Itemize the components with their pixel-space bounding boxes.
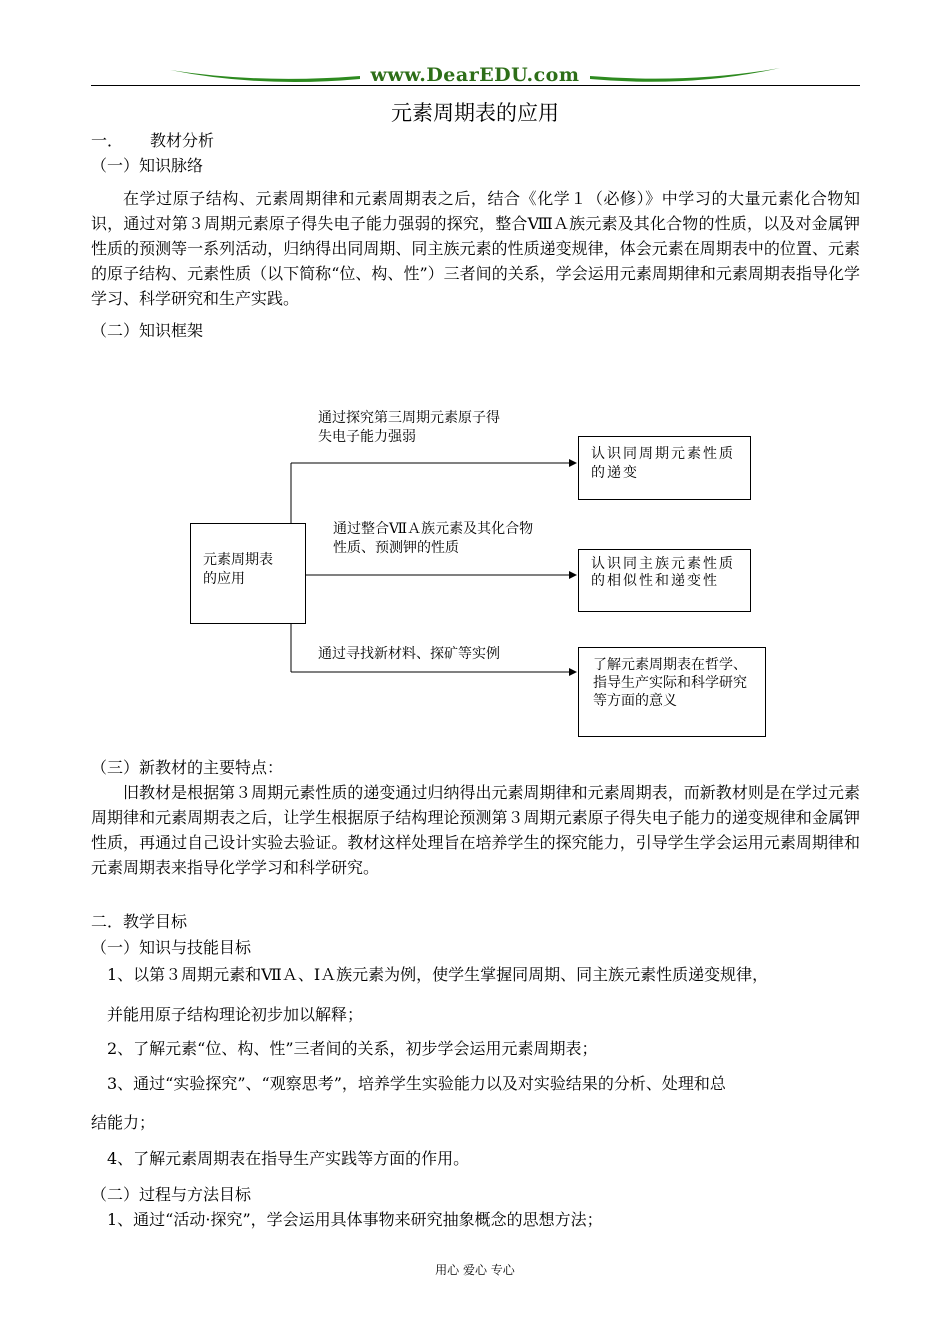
subsection-knowledge-framework: （二）知识框架 <box>91 321 204 340</box>
subsection-new-textbook-features: （三）新教材的主要特点： <box>91 758 284 777</box>
branch-2-target-label: 认识同主族元素性质的相似性和递变性 <box>591 556 735 589</box>
page-title: 元素周期表的应用 <box>391 101 559 125</box>
paragraph-knowledge-context: 在学过原子结构、元素周期律和元素周期表之后，结合《化学１（必修）》中学习的大量元素化合物知识，通过对第３周期元素原子得失电子能力强弱的探究，整合ⅧＡ族元素及其化合物的性质，以及对金属钾性质的预测等一系列活动，归纳得出同周期、同主族元素的性质递变规律，体会元素在周期表中的位置、元素的原子结构、元素性质（以下简称“位、构、性”）三者间的关系，学会运用元素周期律和元素周期表指导化学学习、科学研究和生产实践。 <box>91 189 860 308</box>
subsection-knowledge-skills: （一）知识与技能目标 <box>91 938 252 957</box>
branch-1-target-label: 认识同周期元素性质的递变 <box>591 446 735 481</box>
branch-2-label: 通过整合ⅦＡ族元素及其化合物性质、预测钾的性质 <box>333 521 534 556</box>
paragraph-new-textbook-features: 旧教材是根据第３周期元素性质的递变通过归纳得出元素周期律和元素周期表，而新教材则是在学过元素周期律和元素周期表之后，让学生根据原子结构理论预测第３周期元素原子得失电子能力的递变规律和金属钾性质，再通过自己设计实验去验证。教材这样处理旨在培养学生的探究能力，引导学生学会运用元素周期律和元素周期表来指导化学学习和科学研究。 <box>91 783 860 877</box>
section-1-heading: 教材分析 <box>150 131 215 150</box>
section-2-heading: 二．教学目标 <box>91 912 188 931</box>
goal-item-1a: 1、以第３周期元素和ⅦＡ、ⅠＡ族元素为例，使学生掌握同周期、同主族元素性质递变规律， <box>107 965 769 984</box>
goal-item-3a: 3、通过“实验探究”、“观察思考”，培养学生实验能力以及对实验结果的分析、处理和总 <box>107 1074 726 1093</box>
branch-3-target-box <box>578 647 766 737</box>
subsection-process-methods: （二）过程与方法目标 <box>91 1185 252 1204</box>
diagram-center-box <box>190 523 306 624</box>
page-footer: 用心 爱心 专心 <box>435 1263 515 1277</box>
goal-item-1b: 并能用原子结构理论初步加以解释； <box>107 1005 364 1024</box>
goal-item-3b: 结能力； <box>91 1113 156 1132</box>
center-box-label: 元素周期表的应用 <box>203 552 273 587</box>
branch-1-label: 通过探究第三周期元素原子得失电子能力强弱 <box>318 410 500 445</box>
logo-text: www.DearEDU.com <box>370 64 580 86</box>
branch-2-target-box <box>578 549 751 612</box>
branch-3-target-label: 了解元素周期表在哲学、指导生产实际和科学研究等方面的意义 <box>593 657 747 709</box>
branch-1-target-box <box>578 436 751 500</box>
branch-3-label: 通过寻找新材料、探矿等实例 <box>318 646 500 662</box>
goal-item-2: 2、了解元素“位、构、性”三者间的关系，初步学会运用元素周期表； <box>107 1039 598 1058</box>
goal-item-5: 1、通过“活动·探究”，学会运用具体事物来研究抽象概念的思想方法； <box>107 1210 603 1229</box>
subsection-knowledge-context: （一）知识脉络 <box>91 156 204 175</box>
goal-item-4: 4、了解元素周期表在指导生产实践等方面的作用。 <box>107 1149 470 1168</box>
section-1-number: 一． <box>91 131 124 150</box>
